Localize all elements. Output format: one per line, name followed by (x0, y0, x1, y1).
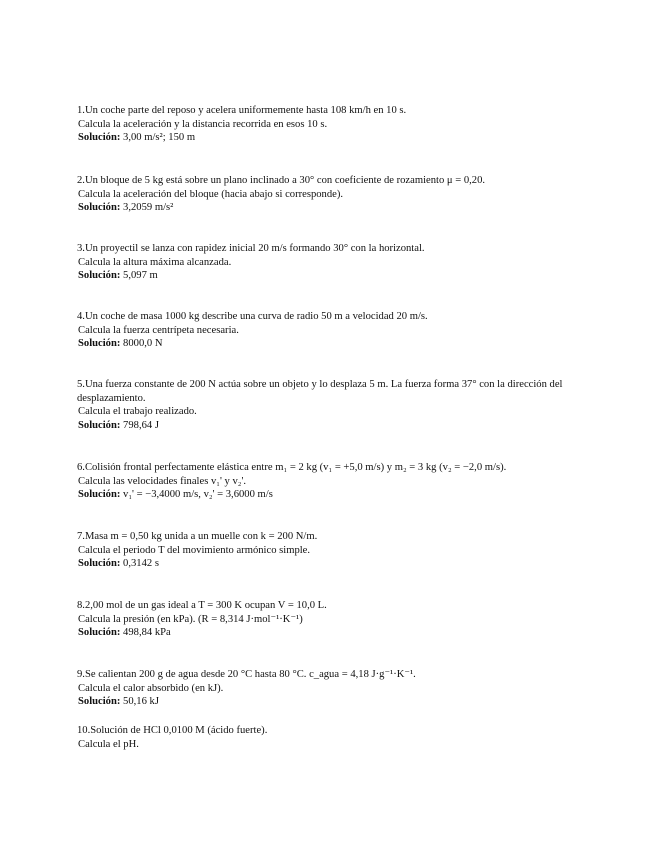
solution-label: Solución: (78, 627, 121, 639)
problem-7 (77, 530, 567, 571)
problem-statement: 4.Un coche de masa 1000 kg describe una curva de radio 50 m a velocidad 20 m/s. (77, 311, 428, 322)
problem-statement: 3.Un proyectil se lanza con rapidez inicial 20 m/s formando 30° con la horizontal. (77, 243, 425, 254)
problem-statement: 9.Se calientan 200 g de agua desde 20 °C hasta 80 °C. c_agua = 4,18 J·g⁻¹·K⁻¹. (77, 669, 416, 680)
problem-task: Calcula la aceleración y la distancia recorrida en esos 10 s. (78, 118, 328, 130)
problem-9 (77, 668, 567, 709)
solution-value: 3,2059 m/s² (123, 202, 174, 214)
solution-value: v₁' = −3,4000 m/s, v₂' = 3,6000 m/s (123, 489, 273, 501)
problem-statement: 7.Masa m = 0,50 kg unida a un muelle con k = 200 N/m. (77, 531, 318, 542)
problem-task: Calcula el pH. (78, 738, 139, 750)
solution-line (77, 337, 567, 351)
solution-label: Solución: (78, 489, 121, 501)
solution-value: 3,00 m/s²; 150 m (123, 132, 196, 144)
problem-1 (77, 104, 567, 145)
problem-statement: 10.Solución de HCl 0,0100 M (ácido fuerte). (77, 725, 268, 736)
problem-task: Calcula las velocidades finales v₁' y v₂'. (78, 475, 246, 487)
problem-statement: 8.2,00 mol de un gas ideal a T = 300 K ocupan V = 10,0 L. (77, 600, 327, 611)
solution-line (77, 626, 567, 640)
problem-task: Calcula la presión (en kPa). (R = 8,314 J·mol⁻¹·K⁻¹) (78, 613, 303, 625)
solution-value: 50,16 kJ (123, 696, 159, 708)
solution-label: Solución: (78, 202, 121, 214)
problem-statement: 2.Un bloque de 5 kg está sobre un plano inclinado a 30° con coeficiente de rozamiento μ = 0,20. (77, 175, 486, 186)
solution-line (77, 419, 567, 433)
solution-line (77, 695, 567, 709)
solution-label: Solución: (78, 558, 121, 570)
problem-5 (77, 378, 567, 432)
solution-label: Solución: (78, 419, 121, 431)
problem-6 (77, 461, 567, 502)
problem-task: Calcula el trabajo realizado. (78, 406, 197, 418)
problem-task: Calcula el calor absorbido (en kJ). (78, 682, 224, 694)
solution-label: Solución: (78, 338, 121, 350)
problem-task: Calcula la aceleración del bloque (hacia abajo si corresponde). (78, 188, 344, 200)
solution-line (77, 131, 567, 145)
problem-statement: 6.Colisión frontal perfectamente elástica entre m₁ = 2 kg (v₁ = +5,0 m/s) y m₂ = 3 kg (v₂ = −2,0 m/s). (77, 462, 507, 473)
problem-8 (77, 599, 567, 640)
solution-value: 0,3142 s (123, 558, 159, 570)
solution-label: Solución: (78, 132, 121, 144)
problem-10 (77, 724, 567, 751)
problem-statement: 1.Un coche parte del reposo y acelera uniformemente hasta 108 km/h en 10 s. (77, 105, 407, 116)
problem-task: Calcula la altura máxima alcanzada. (78, 256, 232, 268)
solution-label: Solución: (78, 696, 121, 708)
problem-task: Calcula el periodo T del movimiento armónico simple. (78, 544, 311, 556)
problem-2 (77, 174, 567, 215)
solution-line (77, 269, 567, 283)
problem-statement: 5.Una fuerza constante de 200 N actúa sobre un objeto y lo desplaza 5 m. La fuerza forma 37° con la dirección del desplazamiento. (77, 379, 563, 404)
problem-task: Calcula la fuerza centrípeta necesaria. (78, 324, 239, 336)
solution-line (77, 557, 567, 571)
solution-label: Solución: (78, 270, 121, 282)
solution-value: 5,097 m (123, 270, 158, 282)
solution-value: 798,64 J (123, 419, 159, 431)
problem-4 (77, 310, 567, 351)
problem-3 (77, 242, 567, 283)
solution-value: 8000,0 N (123, 338, 163, 350)
solution-line (77, 488, 567, 502)
solution-value: 498,84 kPa (123, 627, 171, 639)
solution-line (77, 201, 567, 215)
